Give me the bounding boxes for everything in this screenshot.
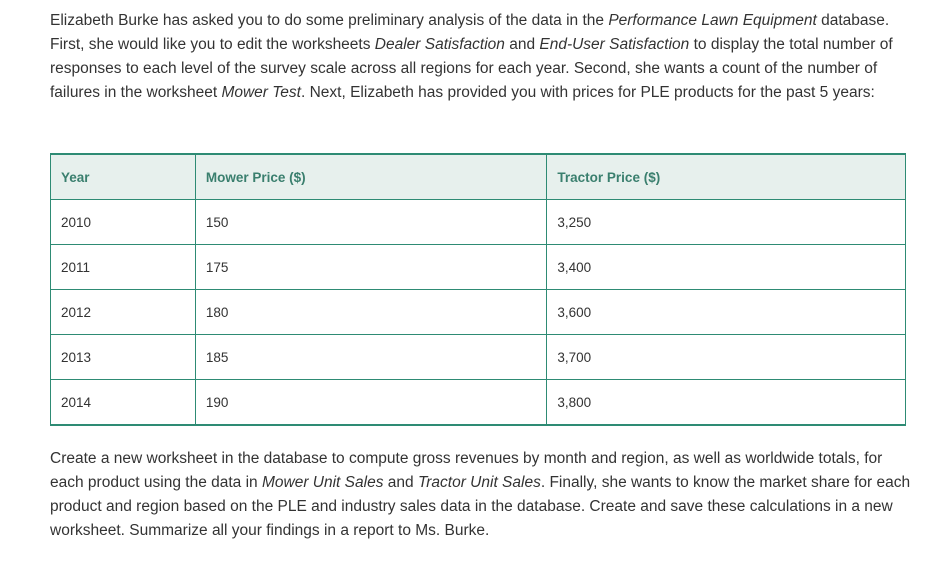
intro-database-name: Performance Lawn Equipment (608, 12, 817, 29)
cell-year: 2012 (51, 290, 196, 335)
cell-tractor-price: 3,700 (547, 335, 906, 380)
intro-worksheet-dealer: Dealer Satisfaction (374, 36, 505, 53)
table-row (51, 200, 906, 245)
intro-text-2: database. First, she would like you to edit the worksheets (50, 12, 890, 53)
cell-tractor-price: 3,600 (547, 290, 906, 335)
cell-mower-price: 175 (195, 245, 547, 290)
intro-worksheet-enduser: End-User Satisfaction (539, 36, 690, 53)
cell-year: 2014 (51, 380, 196, 426)
outro-text-1: Create a new worksheet in the database to compute gross revenues by month and region, as well as worldwide totals, for each product using the data in (50, 450, 883, 491)
cell-tractor-price: 3,250 (547, 200, 906, 245)
intro-text-4: to display the total number of responses to each level of the survey scale across all regions for each year. Second, she wants a count of the number of failures in the worksheet (50, 36, 893, 101)
price-table (50, 153, 906, 426)
table-row (51, 245, 906, 290)
cell-tractor-price: 3,800 (547, 380, 906, 426)
cell-mower-price: 150 (195, 200, 547, 245)
outro-worksheet-mower-sales: Mower Unit Sales (261, 474, 384, 491)
cell-mower-price: 180 (195, 290, 547, 335)
cell-tractor-price: 3,400 (547, 245, 906, 290)
intro-text-1: Elizabeth Burke has asked you to do some preliminary analysis of the data in the (50, 12, 609, 29)
outro-paragraph (50, 447, 912, 543)
header-mower-price: Mower Price ($) (195, 154, 547, 200)
outro-text-3: . Finally, she wants to know the market share for each product and region based on the PLE and industry sales data in the database. Create and save these calculations in a new worksheet. Summarize all your findings in a report to Ms. Burke. (50, 474, 911, 539)
intro-text-3: and (504, 36, 540, 53)
header-tractor-price: Tractor Price ($) (547, 154, 906, 200)
intro-text-5: . Next, Elizabeth has provided you with prices for PLE products for the past 5 years: (301, 84, 875, 101)
cell-mower-price: 185 (195, 335, 547, 380)
cell-mower-price: 190 (195, 380, 547, 426)
table-row (51, 335, 906, 380)
intro-worksheet-mower-test: Mower Test (221, 84, 301, 101)
cell-year: 2010 (51, 200, 196, 245)
table-header-row (51, 154, 906, 200)
table-row (51, 290, 906, 335)
intro-paragraph (50, 9, 912, 105)
table-row (51, 380, 906, 426)
cell-year: 2013 (51, 335, 196, 380)
header-year: Year (51, 154, 196, 200)
outro-worksheet-tractor-sales: Tractor Unit Sales (417, 474, 541, 491)
outro-text-2: and (383, 474, 418, 491)
cell-year: 2011 (51, 245, 196, 290)
